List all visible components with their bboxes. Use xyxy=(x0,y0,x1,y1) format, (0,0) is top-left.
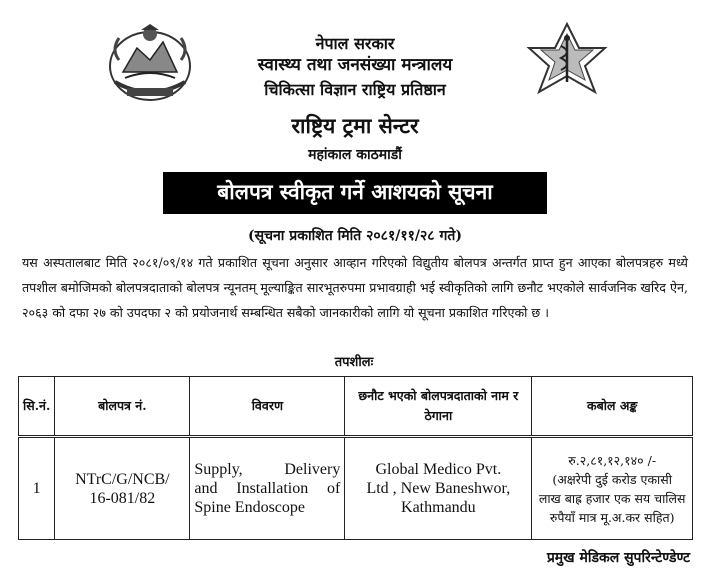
row-amount-line3: लाख बाह्र हजार एक सय चालिस xyxy=(538,490,686,506)
government-name: नेपाल सरकार xyxy=(315,34,395,53)
details-label: तपशीलः xyxy=(334,355,374,370)
row-desc-line2: and Installation of xyxy=(194,480,341,497)
notice-title: बोलपत्र स्वीकृत गर्ने आशयको सूचना xyxy=(163,172,547,214)
row-ref-line2: 16-081/82 xyxy=(89,489,156,507)
header-ref: बोलपत्र नं. xyxy=(55,377,190,437)
row-bidder-line2: Ltd , New Baneshwor, xyxy=(366,480,511,497)
table-row xyxy=(19,437,693,540)
header-amount: कबोल अङ्क xyxy=(532,377,693,437)
row-amount-line1: रु.२,८१,१२,१४० /- xyxy=(568,452,657,468)
row-sn: 1 xyxy=(19,437,55,540)
row-bidder-line1: Global Medico Pvt. xyxy=(375,461,502,478)
row-bidder-line3: Kathmandu xyxy=(401,499,476,516)
location: महांकाल काठमाडौं xyxy=(308,147,402,163)
header-bidder: छनौट भएको बोलपत्रदाताको नाम र ठेगाना xyxy=(345,377,532,437)
academy-name: चिकित्सा विज्ञान राष्ट्रिय प्रतिष्ठान xyxy=(264,80,446,99)
row-desc-line1: Supply, Delivery xyxy=(194,461,341,478)
notice-body: यस अस्पतालबाट मिति २०८१/०९/१४ गते प्रकाशित सूचना अनुसार आव्हान गरिएको विद्युतीय बोलपत्र अन्तर्गत प्राप्त हुन आएका बोलपत्रहरु मध्ये तपशील बमोजिमको बोलपत्रदाताको बोलपत्र न्यूनतम् मूल्याङ्कित सारभूतरुपमा प्रभावग्राही भई स्वीकृतिको लागि छनौट भएकोले सार्वजनिक खरिद ऐन, २०६३ को दफा २७ को उपदफा २ को प्रयोजनार्थ सम्बन्धित सबैको जानकारीको लागि यो सूचना प्रकाशित गरिएको छ । xyxy=(22,255,688,320)
signature: प्रमुख मेडिकल सुपरिन्टेण्डेण्ट xyxy=(546,550,690,566)
row-desc-line3: Spine Endoscope xyxy=(194,499,305,516)
publication-date: (सूचना प्रकाशित मिति २०८१/११/२८ गते) xyxy=(248,228,462,244)
table-header-row xyxy=(19,377,693,437)
row-desc xyxy=(190,437,345,540)
header-sn: सि.नं. xyxy=(19,377,55,437)
row-bidder xyxy=(345,437,532,540)
row-ref xyxy=(55,437,190,540)
row-amount-line2: (अक्षरेपी दुई करोड एकासी xyxy=(552,471,672,487)
bid-table xyxy=(18,376,693,540)
row-amount-line4: रुपैयाँ मात्र मू.अ.कर सहित) xyxy=(549,509,675,525)
row-amount xyxy=(532,437,693,540)
header-desc: विवरण xyxy=(190,377,345,437)
ministry-name: स्वास्थ्य तथा जनसंख्या मन्त्रालय xyxy=(257,55,453,75)
row-ref-line1: NTrC/G/NCB/ xyxy=(75,470,170,488)
center-name: राष्ट्रिय ट्रमा सेन्टर xyxy=(291,113,419,138)
